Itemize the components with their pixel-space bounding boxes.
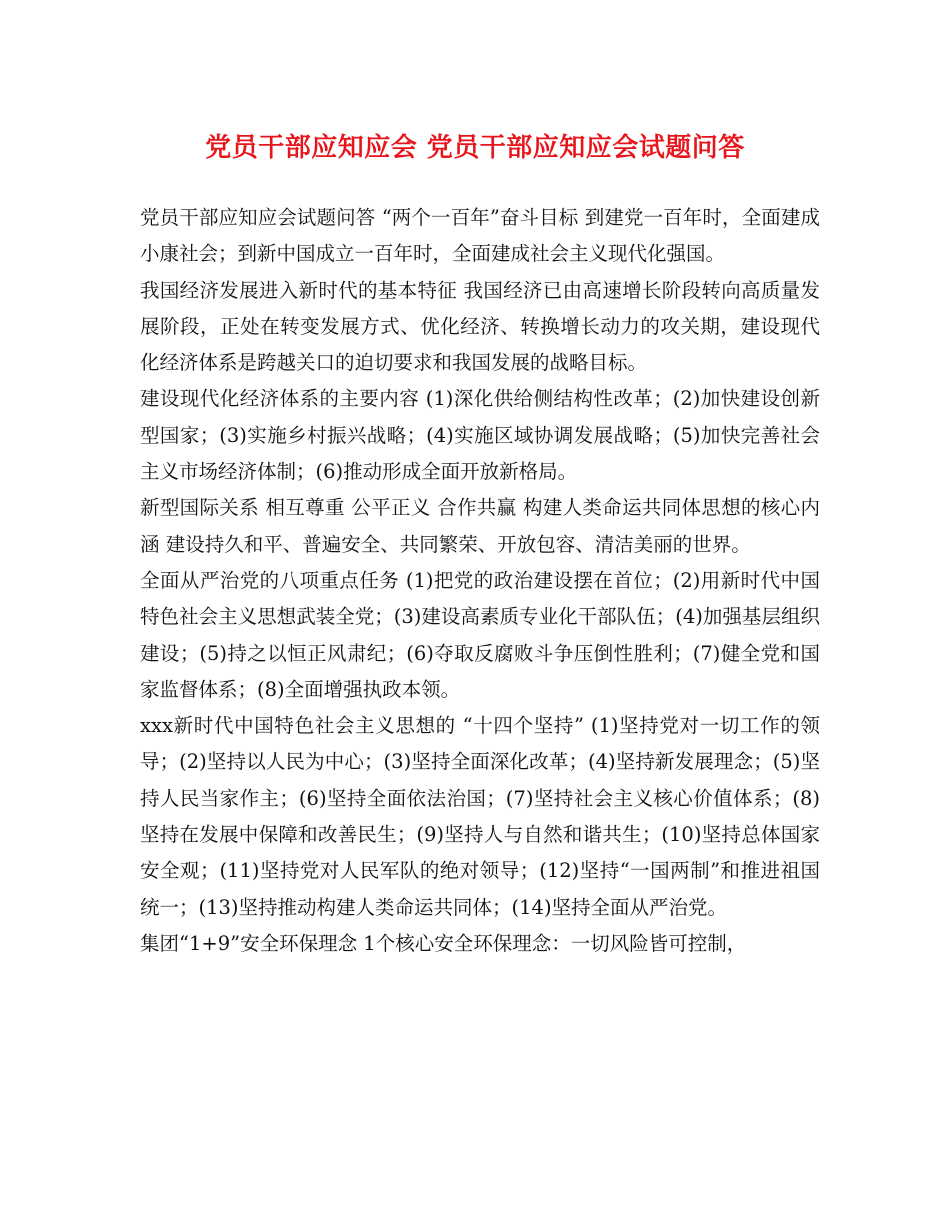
- paragraph-safety-philosophy: 集团“1+9”安全环保理念 1个核心安全环保理念：一切风险皆可控制，: [140, 931, 747, 955]
- document-body: [140, 200, 820, 962]
- paragraph-economic-new-era: 我国经济发展进入新时代的基本特征 我国经济已由高速增长阶段转向高质量发展阶段，正处在转变发展方式、优化经济、转换增长动力的攻关期，建设现代化经济体系是跨越关口的迫切要求和我国发展的战略目标。: [140, 278, 820, 375]
- paragraph-fourteen-adherences: xxx新时代中国特色社会主义思想的 “十四个坚持” (1)坚持党对一切工作的领导；(2)坚持以人民为中心；(3)坚持全面深化改革；(4)坚持新发展理念；(5)坚持人民当家作主；(6)坚持全面依法治国；(7)坚持社会主义核心价值体系；(8)坚持在发展中保障和改善民生；(9)坚持人与自然和谐共生；(10)坚持总体国家安全观；(11)坚持党对人民军队的绝对领导；(12)坚持“一国两制”和推进祖国统一；(13)坚持推动构建人类命运共同体；(14)坚持全面从严治党。: [140, 714, 820, 919]
- paragraph-two-centenary-goals: 党员干部应知应会试题问答 “两个一百年”奋斗目标 到建党一百年时，全面建成小康社会；到新中国成立一百年时，全面建成社会主义现代化强国。: [140, 206, 820, 266]
- paragraph-eight-key-tasks: 全面从严治党的八项重点任务 (1)把党的政治建设摆在首位；(2)用新时代中国特色社会主义思想武装全党；(3)建设高素质专业化干部队伍；(4)加强基层组织建设；(5)持之以恒正风肃纪；(6)夺取反腐败斗争压倒性胜利；(7)健全党和国家监督体系；(8)全面增强执政本领。: [140, 568, 820, 701]
- paragraph-international-relations: 新型国际关系 相互尊重 公平正义 合作共赢 构建人类命运共同体思想的核心内涵 建设持久和平、普遍安全、共同繁荣、开放包容、清洁美丽的世界。: [140, 496, 820, 556]
- paragraph-modern-economic-system: 建设现代化经济体系的主要内容 (1)深化供给侧结构性改革；(2)加快建设创新型国家；(3)实施乡村振兴战略；(4)实施区域协调发展战略；(5)加快完善社会主义市场经济体制；(6)推动形成全面开放新格局。: [140, 387, 820, 484]
- document-title: 党员干部应知应会 党员干部应知应会试题问答: [205, 133, 745, 163]
